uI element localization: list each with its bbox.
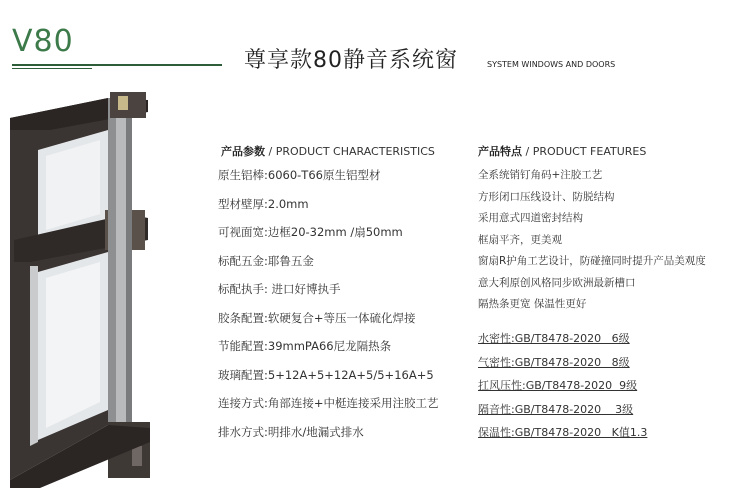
standard-item: 扛风压性:GB/T8478-2020 9级	[478, 379, 638, 392]
features-heading-cn: 产品特点	[478, 145, 522, 158]
list-item: 玻璃配置:5+12A+5+12A+5/5+16A+5	[218, 367, 434, 382]
window-product-image	[0, 90, 160, 488]
list-item: 可视面宽:边框20-32mm /扇50mm	[218, 225, 403, 239]
characteristics-list	[218, 167, 439, 452]
features-heading-en: / PRODUCT FEATURES	[522, 145, 647, 158]
list-item: 标配执手: 进口好博执手	[218, 282, 341, 296]
list-item: 型材壁厚:2.0mm	[218, 196, 309, 211]
list-item: 方形闭口压线设计、防脱结构	[478, 190, 615, 203]
header-divider	[12, 64, 222, 66]
list-item: 胶条配置:软硬复合+等压一体硫化焊接	[218, 310, 416, 325]
page-subtitle: SYSTEM WINDOWS AND DOORS	[487, 60, 616, 69]
list-item: 框扇平齐，更美观	[478, 233, 562, 246]
model-name: V80	[12, 24, 74, 59]
features-list	[478, 167, 706, 318]
page-title: 尊享款80静音系统窗	[244, 48, 458, 73]
list-item: 排水方式:明排水/地漏式排水	[218, 424, 364, 439]
list-item: 隔热条更宽 保温性更好	[478, 298, 587, 310]
list-item: 原生铝棒:6060-T66原生铝型材	[218, 168, 381, 182]
list-item: 节能配置:39mmPA66尼龙隔热条	[218, 339, 392, 353]
standard-item: 隔音性:GB/T8478-2020 3级	[478, 402, 634, 416]
list-item: 连接方式:角部连接+中梃连接采用注胶工艺	[218, 396, 439, 410]
list-item: 采用意式四道密封结构	[478, 212, 583, 224]
characteristics-heading	[221, 143, 435, 159]
header-divider-accent	[12, 68, 92, 69]
characteristics-heading-cn: 产品参数	[221, 145, 265, 158]
standards-list	[478, 330, 647, 448]
characteristics-heading-en: / PRODUCT CHARACTERISTICS	[265, 145, 435, 158]
list-item: 标配五金:耶鲁五金	[218, 253, 314, 268]
standard-item: 保温性:GB/T8478-2020 K值1.3	[478, 426, 648, 439]
standard-item: 水密性:GB/T8478-2020 6级	[478, 332, 630, 345]
standard-item: 气密性:GB/T8478-2020 8级	[478, 355, 630, 369]
features-heading	[478, 143, 646, 159]
list-item: 窗扇R护角工艺设计，防碰撞同时提升产品美观度	[478, 255, 706, 267]
list-item: 全系统销钉角码+注胶工艺	[478, 169, 603, 181]
list-item: 意大利原创风格同步欧洲最新槽口	[478, 276, 636, 289]
